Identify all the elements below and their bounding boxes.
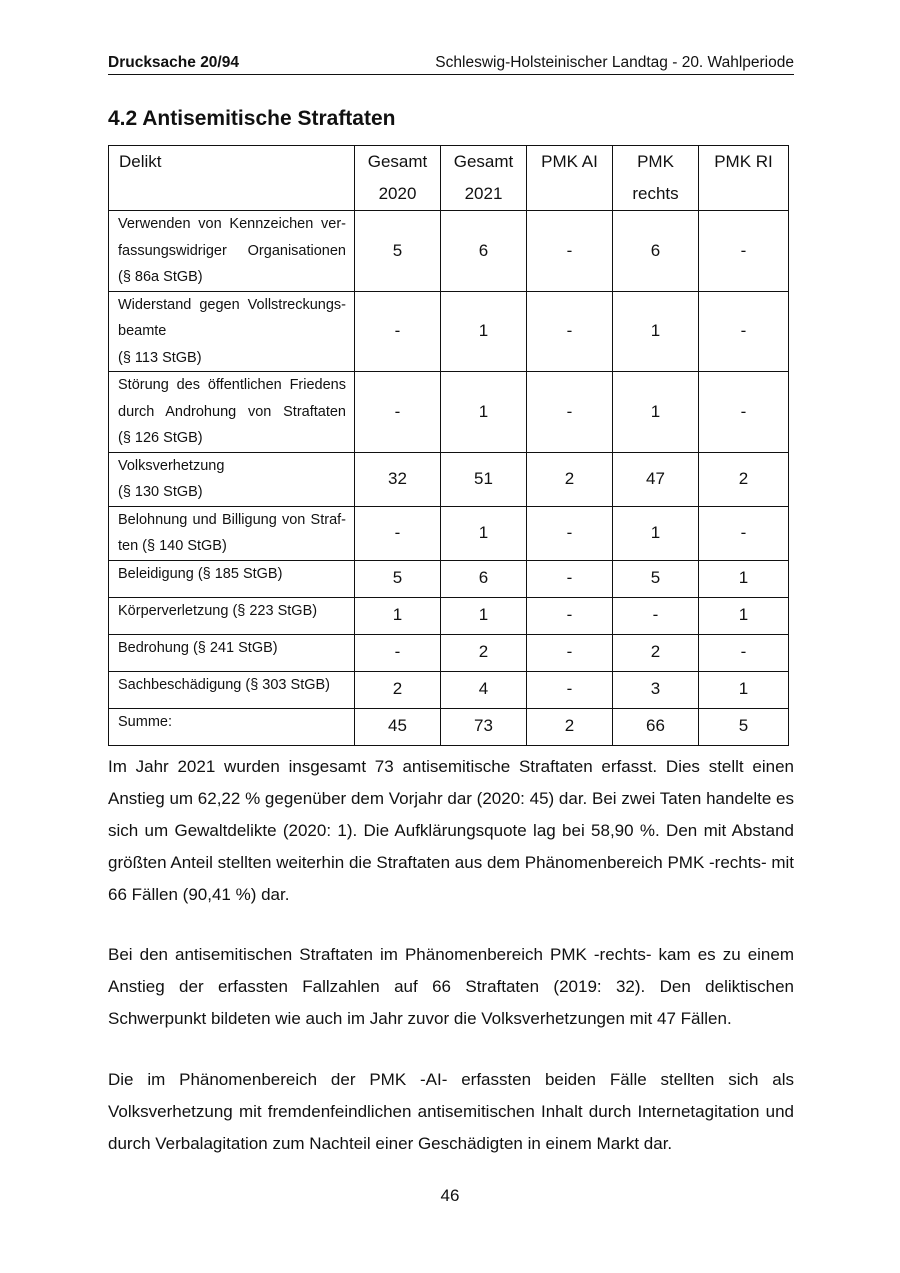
value-gesamt-2021: 1	[441, 597, 527, 634]
offense-label	[109, 671, 355, 708]
label-line: Widerstand gegen Vollstreckungs-	[118, 296, 346, 313]
table-row	[109, 634, 789, 671]
value-pmk-ai: -	[527, 372, 613, 453]
value-gesamt-2020: -	[355, 634, 441, 671]
column-header-gesamt-2021	[441, 146, 527, 211]
label-line: Summe:	[118, 713, 172, 730]
value-gesamt-2020: -	[355, 506, 441, 560]
table-row	[109, 211, 789, 292]
label-line: Verwenden von Kennzeichen ver-	[118, 216, 346, 232]
value-pmk-ai: -	[527, 671, 613, 708]
value-pmk-rechts: 1	[613, 372, 699, 453]
label-line: durch Androhung von Straftaten	[118, 403, 346, 420]
column-header-line: Gesamt	[453, 152, 514, 171]
value-gesamt-2020: -	[355, 372, 441, 453]
value-gesamt-2021: 51	[441, 452, 527, 506]
label-line: (§ 126 StGB)	[118, 430, 203, 446]
offense-label	[109, 291, 355, 372]
label-line: Bedrohung (§ 241 StGB)	[118, 639, 278, 656]
value-pmk-ri: -	[699, 291, 789, 372]
value-pmk-ai: -	[527, 634, 613, 671]
offense-label	[109, 634, 355, 671]
value-pmk-ri: 1	[699, 560, 789, 597]
value-gesamt-2020: -	[355, 291, 441, 372]
label-line: Beleidigung (§ 185 StGB)	[118, 565, 283, 582]
table-row	[109, 597, 789, 634]
value-gesamt-2021: 4	[441, 671, 527, 708]
sum-pmk-rechts: 66	[613, 708, 699, 745]
value-pmk-rechts: 47	[613, 452, 699, 506]
offense-label	[109, 452, 355, 506]
value-gesamt-2021: 1	[441, 506, 527, 560]
sum-gesamt-2021: 73	[441, 708, 527, 745]
page-number: 46	[440, 1186, 460, 1205]
value-pmk-ri: 2	[699, 452, 789, 506]
value-gesamt-2020: 1	[355, 597, 441, 634]
value-gesamt-2020: 5	[355, 560, 441, 597]
value-pmk-ai: -	[527, 211, 613, 292]
label-line: (§ 130 StGB)	[118, 484, 203, 500]
sum-gesamt-2020: 45	[355, 708, 441, 745]
value-pmk-ri: -	[699, 634, 789, 671]
label-line: beamte	[118, 323, 167, 339]
column-header-line: 2021	[464, 184, 503, 203]
value-pmk-rechts: 5	[613, 560, 699, 597]
label-line: Körperverletzung (§ 223 StGB)	[118, 602, 318, 619]
label-line: Volksverhetzung	[118, 457, 225, 474]
column-header-delikt	[109, 146, 355, 211]
value-gesamt-2020: 32	[355, 452, 441, 506]
value-pmk-ri: 1	[699, 671, 789, 708]
value-pmk-ri: -	[699, 211, 789, 292]
label-line: Sachbeschädigung (§ 303 StGB)	[118, 676, 330, 693]
value-pmk-ri: -	[699, 506, 789, 560]
offense-label	[109, 506, 355, 560]
column-header-gesamt-2020	[355, 146, 441, 211]
parliament-name: Schleswig-Holsteinischer Landtag - 20. Wahlperiode	[435, 54, 794, 71]
header-rule	[108, 74, 794, 75]
value-gesamt-2021: 6	[441, 211, 527, 292]
paragraph: Bei den antisemitischen Straftaten im Phänomenbereich PMK -rechts- kam es zu einem Anstieg der erfassten Fallzahlen auf 66 Straftaten (2019: 32). Den deliktischen Schwerpunkt bildeten wie auch im Jahr zuvor die Volksverhetzungen mit 47 Fällen.	[108, 945, 794, 1028]
column-header-line: PMK AI	[541, 152, 598, 171]
label-line: Belohnung und Billigung von Straf-	[118, 511, 346, 528]
column-header-line: PMK RI	[714, 152, 773, 171]
column-header-line: PMK	[637, 152, 674, 171]
sum-pmk-ai: 2	[527, 708, 613, 745]
summary-label	[109, 708, 355, 745]
sum-pmk-ri: 5	[699, 708, 789, 745]
value-gesamt-2020: 5	[355, 211, 441, 292]
value-pmk-ai: 2	[527, 452, 613, 506]
table-header-row	[109, 146, 789, 211]
value-pmk-ai: -	[527, 560, 613, 597]
table-row	[109, 291, 789, 372]
value-pmk-rechts: 6	[613, 211, 699, 292]
value-gesamt-2021: 6	[441, 560, 527, 597]
column-header-pmk-ai	[527, 146, 613, 211]
table-row	[109, 452, 789, 506]
value-gesamt-2021: 2	[441, 634, 527, 671]
table-row	[109, 560, 789, 597]
section-title: 4.2 Antisemitische Straftaten	[108, 107, 396, 130]
value-pmk-rechts: 2	[613, 634, 699, 671]
value-pmk-ai: -	[527, 506, 613, 560]
summary-row	[109, 708, 789, 745]
column-header-line: Gesamt	[367, 152, 428, 171]
offense-label	[109, 560, 355, 597]
label-line: Störung des öffentlichen Friedens	[118, 377, 346, 393]
page-header	[108, 54, 794, 72]
value-pmk-ai: -	[527, 597, 613, 634]
offense-table	[108, 145, 789, 746]
value-gesamt-2020: 2	[355, 671, 441, 708]
value-pmk-ai: -	[527, 291, 613, 372]
label-line: (§ 113 StGB)	[118, 349, 202, 366]
column-header-line: rechts	[632, 184, 679, 203]
column-header-line: Delikt	[119, 152, 162, 171]
offense-label	[109, 372, 355, 453]
column-header-pmk-ri	[699, 146, 789, 211]
column-header-line: 2020	[378, 184, 417, 203]
label-line: ten (§ 140 StGB)	[118, 538, 227, 554]
value-gesamt-2021: 1	[441, 372, 527, 453]
offense-label	[109, 211, 355, 292]
value-pmk-rechts: -	[613, 597, 699, 634]
table-row	[109, 671, 789, 708]
value-pmk-ri: 1	[699, 597, 789, 634]
document-number: Drucksache 20/94	[108, 54, 239, 71]
value-gesamt-2021: 1	[441, 291, 527, 372]
column-header-pmk-rechts	[613, 146, 699, 211]
value-pmk-ri: -	[699, 372, 789, 453]
label-line: (§ 86a StGB)	[118, 269, 203, 285]
table-row	[109, 506, 789, 560]
value-pmk-rechts: 1	[613, 291, 699, 372]
paragraph: Die im Phänomenbereich der PMK -AI- erfassten beiden Fälle stellten sich als Volksverhetzung mit fremdenfeindlichen antisemitischen Inhalt durch Internetagitation und durch Verbalagitation zum Nachteil einer Geschädigten in einem Markt dar.	[108, 1070, 794, 1153]
table-row	[109, 372, 789, 453]
value-pmk-rechts: 3	[613, 671, 699, 708]
label-line: fassungswidriger Organisationen	[118, 242, 346, 259]
offense-label	[109, 597, 355, 634]
value-pmk-rechts: 1	[613, 506, 699, 560]
paragraph: Im Jahr 2021 wurden insgesamt 73 antisemitische Straftaten erfasst. Dies stellt einen Anstieg um 62,22 % gegenüber dem Vorjahr dar (2020: 45) dar. Bei zwei Taten handelte es sich um Gewaltdelikte (2020: 1). Die Aufklärungsquote lag bei 58,90 %. Den mit Abstand größten Anteil stellten weiterhin die Straftaten aus dem Phänomenbereich PMK -rechts- mit 66 Fällen (90,41 %) dar.	[108, 757, 795, 904]
